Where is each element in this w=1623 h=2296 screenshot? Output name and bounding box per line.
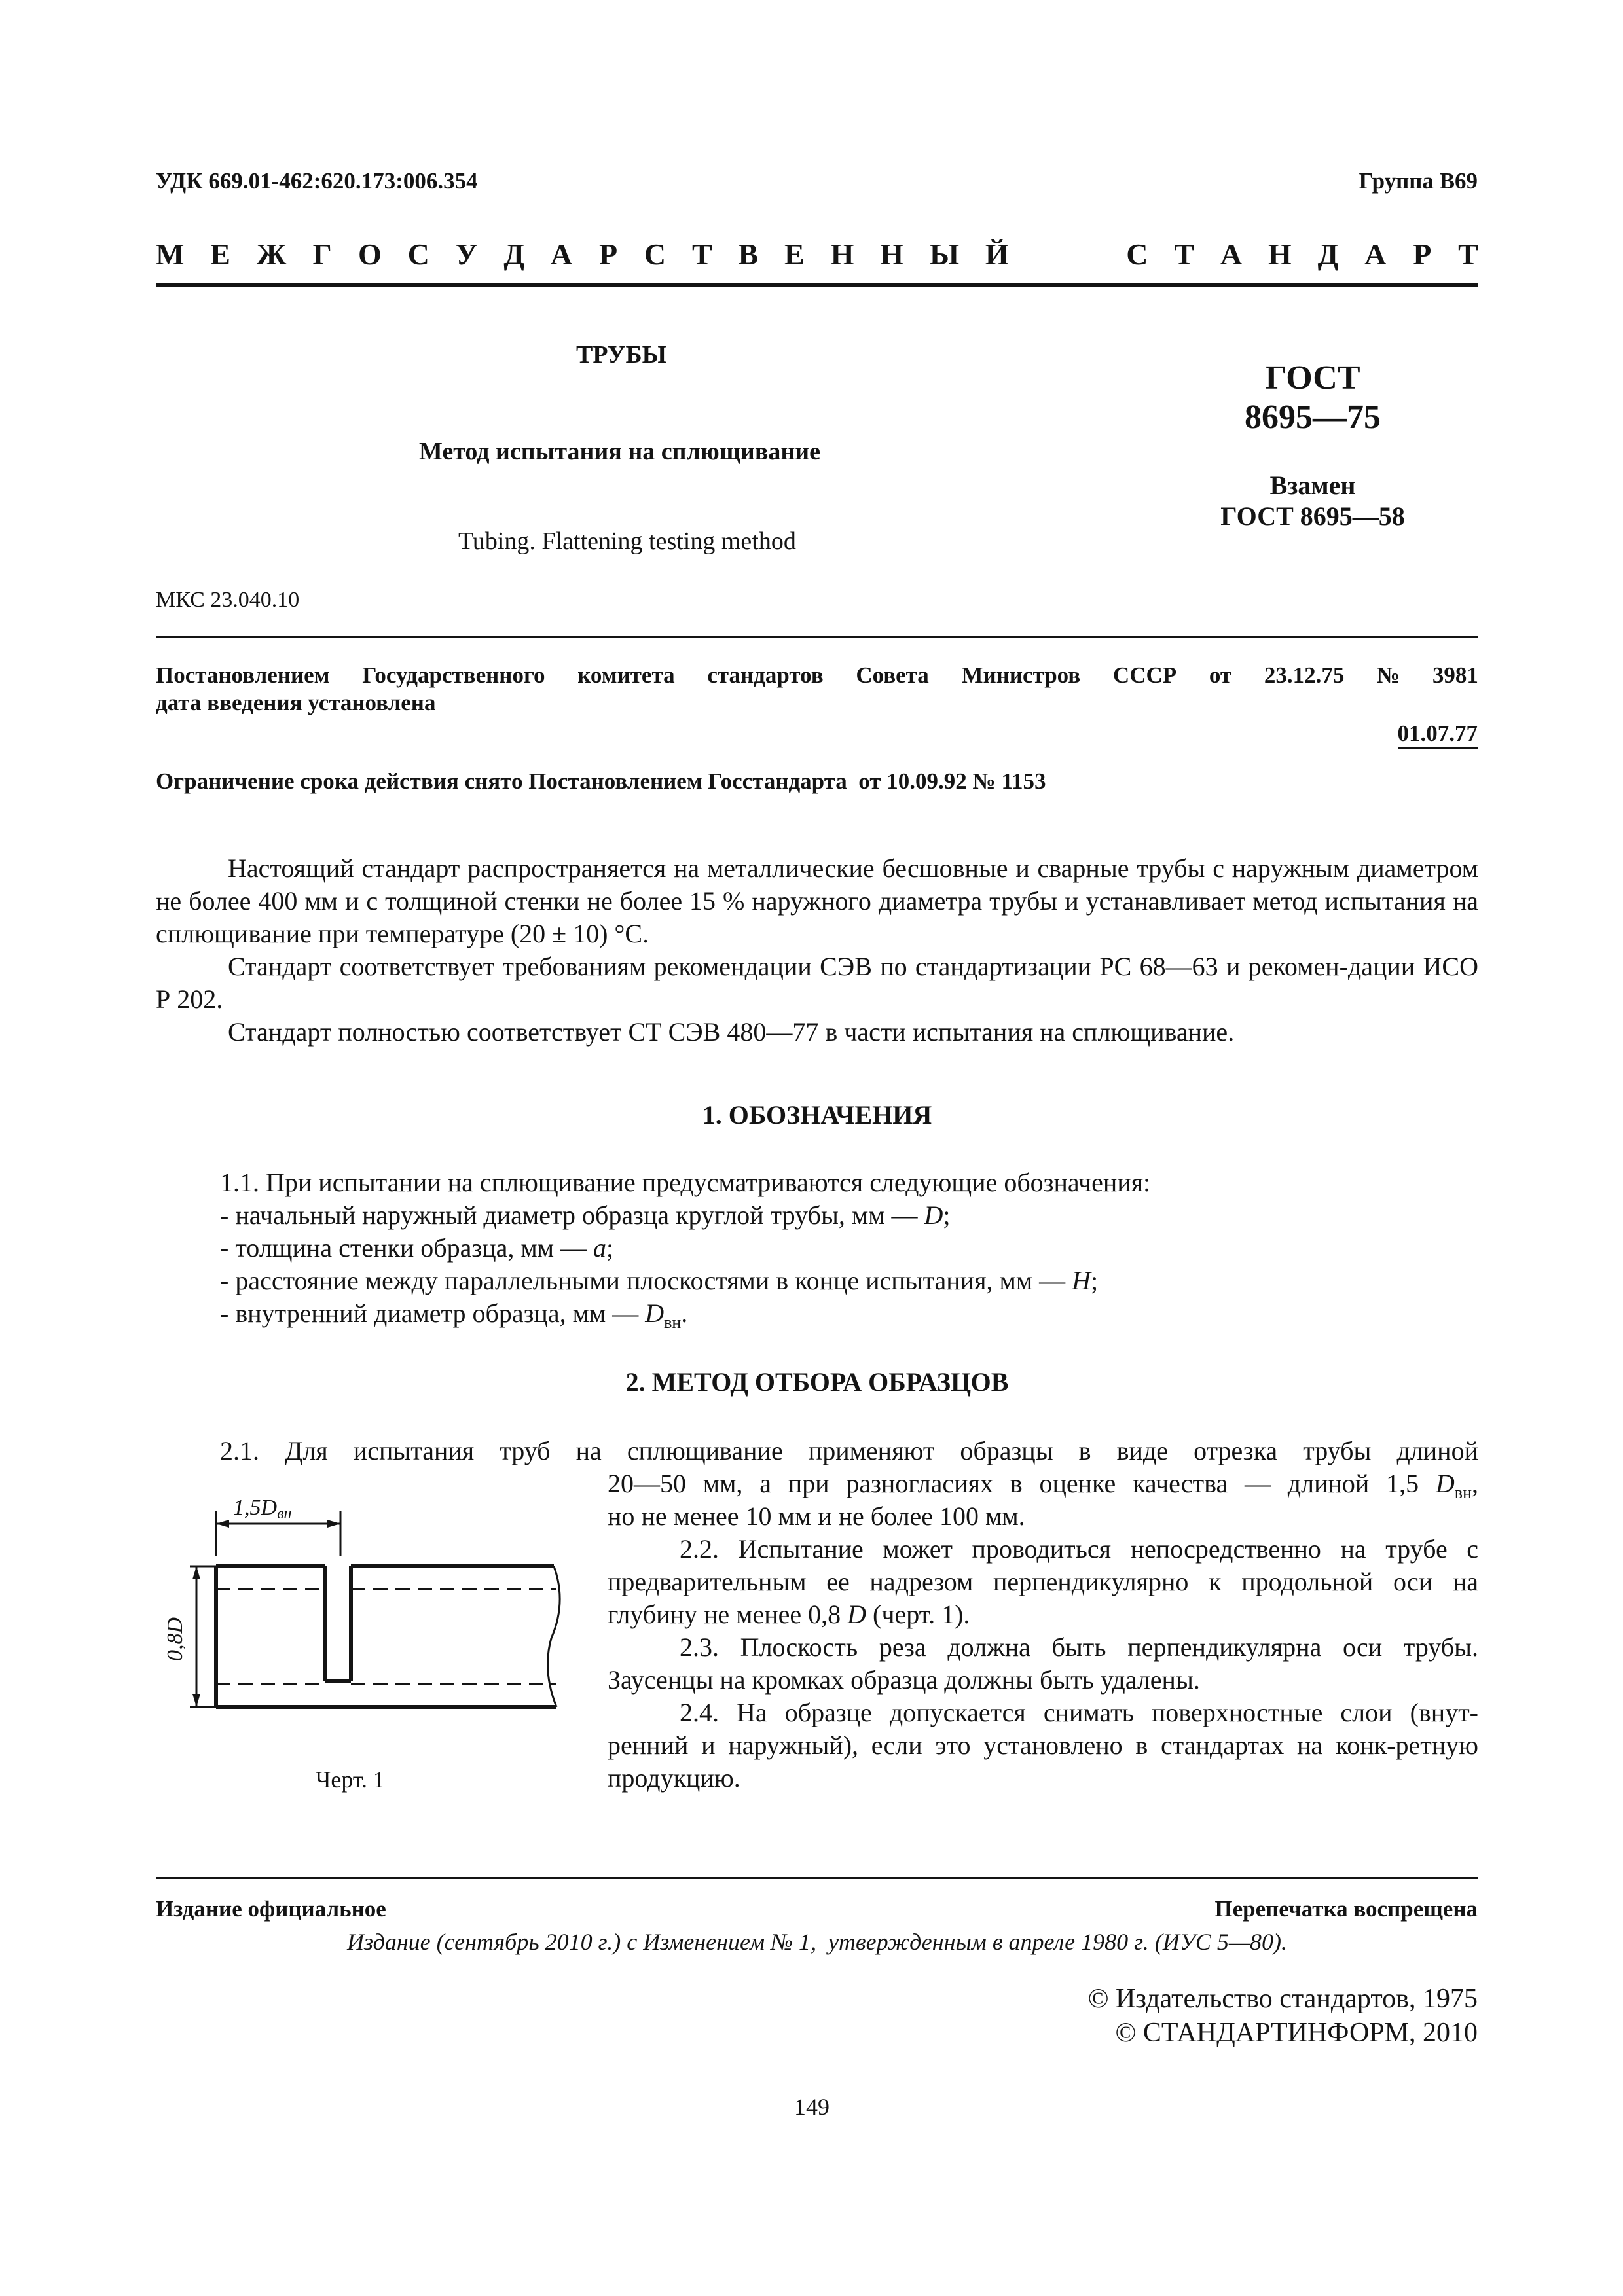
p21-var: D: [1435, 1469, 1455, 1498]
heading-letter: Р: [598, 238, 618, 271]
official-edition-label: Издание официальное: [156, 1896, 386, 1922]
heading-letter: Т: [691, 238, 712, 271]
intro-paragraph-3: Стандарт полностью соответствует СТ СЭВ 480—77 в части испытания на сплющивание.: [228, 1017, 1235, 1047]
p21-text: 20—50 мм, а при разногласиях в оценке качества — длиной 1,5: [608, 1469, 1436, 1498]
decree-word: Постановлением: [156, 662, 330, 688]
designation-tail: ;: [606, 1233, 614, 1263]
paragraph-2-3: 2.3. Плоскость реза должна быть перпендикулярна оси трубы. Заусенцы на кромках образца должны быть удалены.: [608, 1632, 1478, 1695]
heading-letter: Т: [1174, 238, 1195, 271]
heading-letter: Ж: [256, 238, 287, 271]
designation-tail: ;: [1091, 1266, 1099, 1295]
heading-letter: Н: [830, 238, 854, 271]
heading-letter: [1035, 237, 1055, 272]
reprint-notice: Перепечатка воспрещена: [1214, 1896, 1478, 1922]
heading-letter: Й: [985, 238, 1009, 271]
udk-code: УДК 669.01-462:620.173:006.354: [156, 168, 478, 194]
paragraph-2-4: 2.4. На образце допускается снимать поверхностные слои (внут-ренний и наружный), если это установлено в стандартах на конк-ретную продукцию.: [608, 1698, 1478, 1793]
section-1-title: 1. ОБОЗНАЧЕНИЯ: [702, 1100, 932, 1130]
heading-letter: С: [644, 238, 666, 271]
header-rule: [156, 283, 1478, 287]
section-2-title: 2. МЕТОД ОТБОРА ОБРАЗЦОВ: [625, 1367, 1009, 1397]
english-title: Tubing. Flattening testing method: [458, 528, 796, 555]
section-1-lead: 1.1. При испытании на сплющивание предусматриваются следующие обозначения:: [220, 1168, 1151, 1197]
heading-letter: У: [455, 238, 478, 271]
decree-word: СССР: [1112, 662, 1177, 688]
designation-item: [156, 1232, 1478, 1265]
paragraph-2-1-first-line: 2.1. Для испытания труб на сплющивание применяют образцы в виде отрезка трубы длиной: [220, 1436, 1478, 1465]
designation-text: - внутренний диаметр образца, мм —: [220, 1299, 646, 1328]
intro-paragraph-1: Настоящий стандарт распространяется на металлические бесшовные и сварные трубы с наружным диаметром не более 400 мм и с толщиной стенки не более 15 % наружного диаметра трубы и устанавливает метод испытания на сплющивание при температуре (20 ± 10) °С.: [156, 853, 1478, 948]
designation-var: D: [924, 1200, 943, 1230]
designation-item: [156, 1297, 1478, 1330]
decree-word: от: [1209, 662, 1232, 688]
document-title: ТРУБЫ: [576, 341, 666, 368]
p21-tail: ,: [1472, 1469, 1478, 1498]
dimension-top-label: 1,5Dвн: [233, 1496, 292, 1522]
copyright-2: © СТАНДАРТИНФОРМ, 2010: [1115, 2018, 1478, 2048]
heading-letter: Т: [1458, 238, 1478, 271]
heading-letter: Д: [503, 238, 525, 271]
replaces-gost: ГОСТ 8695—58: [1220, 501, 1405, 531]
designation-tail: .: [681, 1299, 688, 1328]
pipe-sample-drawing: [156, 1484, 575, 1720]
decree-word: Государственного: [362, 662, 545, 688]
designation-subscript: вн: [664, 1313, 682, 1332]
designation-item: [156, 1265, 1478, 1297]
heading-letter: О: [358, 238, 382, 271]
designation-var: a: [593, 1233, 606, 1263]
decree-word: Министров: [961, 662, 1081, 688]
p22-var: D: [847, 1600, 867, 1629]
intro-paragraph-2: Стандарт соответствует требованиям рекомендации СЭВ по стандартизации PC 68—63 и рекомен-дации ИСО Р 202.: [156, 952, 1478, 1014]
designation-tail: ;: [943, 1200, 951, 1230]
heading-letter: Н: [1268, 238, 1292, 271]
heading-letter: Ы: [929, 238, 960, 271]
gost-label: ГОСТ: [1265, 359, 1360, 397]
introduction-date: 01.07.77: [1398, 720, 1478, 749]
gost-number: 8695—75: [1245, 399, 1381, 436]
decree-line-2: дата введения установлена: [156, 690, 436, 715]
paragraph-2-1-continued: [608, 1467, 1478, 1500]
decree-word: Совета: [856, 662, 929, 688]
heading-letter: В: [738, 238, 759, 271]
heading-letter: Н: [880, 238, 904, 271]
group-code: Группа В69: [1359, 168, 1478, 194]
copyright-1: © Издательство стандартов, 1975: [1087, 1984, 1478, 2014]
heading-letter: А: [1364, 238, 1387, 271]
decree-word: 23.12.75: [1264, 662, 1345, 688]
designation-text: - толщина стенки образца, мм —: [220, 1233, 593, 1263]
heading-letter: Г: [312, 238, 332, 271]
heading-letter: Д: [1317, 238, 1339, 271]
edition-note: Издание (сентябрь 2010 г.) с Изменением № 1, утвержденным в апреле 1980 г. (ИУС 5—80).: [347, 1929, 1287, 1955]
heading-letter: А: [550, 238, 573, 271]
heading-letter: С: [1126, 238, 1148, 271]
designation-var: D: [645, 1299, 665, 1328]
document-subtitle: Метод испытания на сплющивание: [419, 438, 820, 465]
p22-text: 2.2. Испытание может проводиться непосредственно на трубе с предварительным ее надрезом перпендикулярно к продольной оси на глубину не менее 0,8: [608, 1534, 1478, 1629]
heading-letter: С: [407, 238, 429, 271]
p21-subscript: вн: [1454, 1483, 1472, 1502]
heading-letter: Е: [784, 238, 805, 271]
heading-letter: А: [1220, 238, 1243, 271]
figure-caption: Черт. 1: [316, 1767, 385, 1793]
paragraph-2-2: [608, 1533, 1478, 1631]
heading-letter: Е: [210, 238, 230, 271]
decree-word: стандартов: [707, 662, 824, 688]
heading-letter: Р: [1413, 238, 1432, 271]
title-rule: [156, 636, 1478, 638]
designation-text: - начальный наружный диаметр образца круглой трубы, мм —: [220, 1200, 924, 1230]
designation-var: H: [1072, 1266, 1091, 1295]
restriction-note: Ограничение срока действия снято Постановлением Госстандарта от 10.09.92 № 1153: [156, 768, 1046, 794]
standard-type-heading: [156, 237, 1478, 272]
dimension-left-label: 0,8D: [163, 1617, 187, 1661]
decree-word: комитета: [577, 662, 675, 688]
designation-text: - расстояние между параллельными плоскостями в конце испытания, мм —: [220, 1266, 1072, 1295]
intro-text: [156, 852, 1478, 1049]
page-number: 149: [794, 2094, 830, 2120]
footer-rule: [156, 1877, 1478, 1879]
section-1-body: [156, 1166, 1478, 1330]
decree-line: [156, 661, 1478, 690]
heading-letter: [1080, 237, 1100, 272]
heading-letter: М: [156, 238, 185, 271]
mks-code: МКС 23.040.10: [156, 588, 300, 612]
decree-word: 3981: [1432, 662, 1478, 688]
section-2-right-column: [608, 1467, 1478, 1795]
designation-item: [156, 1199, 1478, 1232]
replaces-label: Взамен: [1269, 471, 1356, 500]
p22-tail: (черт. 1).: [866, 1600, 970, 1629]
paragraph-2-1-end: но не менее 10 мм и не более 100 мм.: [608, 1501, 1025, 1531]
decree-word: №: [1377, 662, 1400, 688]
